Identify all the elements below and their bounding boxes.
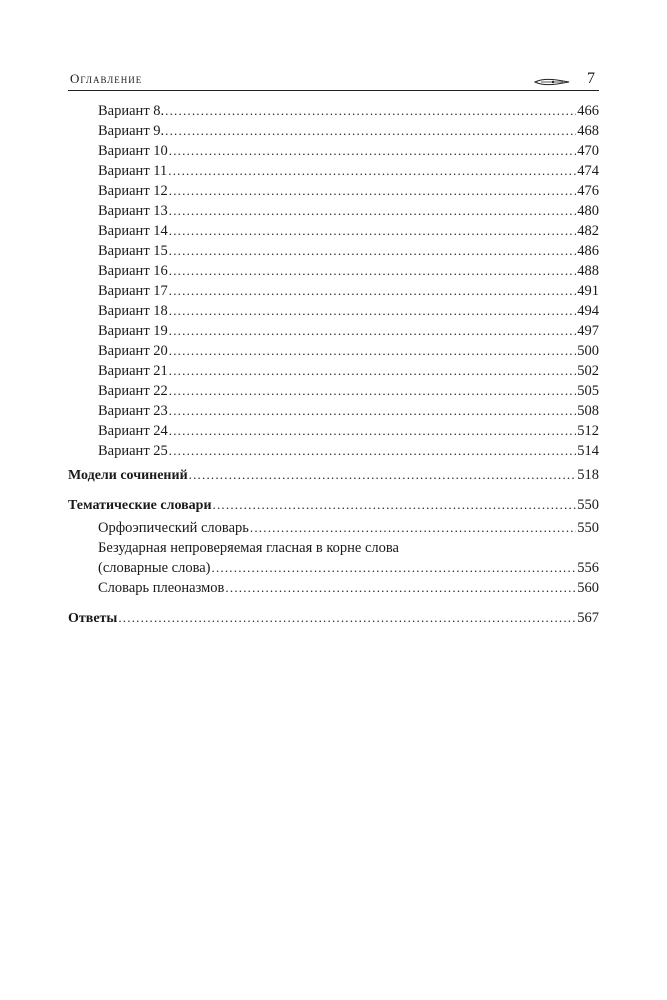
leader-dots xyxy=(169,301,576,321)
toc-entry-label: Вариант 17 xyxy=(98,283,168,299)
toc-entry-page: 512 xyxy=(577,423,599,439)
pen-nib-icon xyxy=(533,74,573,84)
toc-entry-page: 488 xyxy=(577,263,599,279)
toc-entry-label: Вариант 20 xyxy=(98,343,168,359)
toc-entry-variant-19[interactable] xyxy=(68,321,599,341)
toc-entry-page: 505 xyxy=(577,383,599,399)
toc-entry-variant-23[interactable] xyxy=(68,401,599,421)
toc-entry-page: 550 xyxy=(577,520,599,536)
leader-dots xyxy=(169,221,576,241)
toc-entry-variant-11[interactable] xyxy=(68,161,599,181)
toc-entry-variant-21[interactable] xyxy=(68,361,599,381)
toc-entry-variant-22[interactable] xyxy=(68,381,599,401)
toc-entry-variant-9[interactable] xyxy=(68,121,599,141)
toc-entry-label: Вариант 15 xyxy=(98,243,168,259)
toc-entry-label: Словарь плеоназмов xyxy=(98,580,225,596)
leader-dots xyxy=(250,518,576,538)
toc-entry-label: Вариант 18 xyxy=(98,303,168,319)
toc-entry-page: 470 xyxy=(577,143,599,159)
leader-dots xyxy=(169,261,576,281)
toc-entry-label: Вариант 12 xyxy=(98,183,168,199)
toc-entry-label: Орфоэпический словарь xyxy=(98,520,249,536)
toc-entry-page: 508 xyxy=(577,403,599,419)
toc-entry-label: Вариант 10 xyxy=(98,143,168,159)
leader-dots xyxy=(189,465,577,485)
leader-dots xyxy=(169,321,576,341)
leader-dots xyxy=(169,381,576,401)
toc-entry-page: 502 xyxy=(577,363,599,379)
leader-dots xyxy=(169,201,576,221)
toc-entry-page: 514 xyxy=(577,443,599,459)
table-of-contents xyxy=(68,101,599,628)
leader-dots xyxy=(169,441,576,461)
toc-entry-label: Вариант 9. xyxy=(98,123,165,139)
toc-entry-page: 497 xyxy=(577,323,599,339)
toc-entry-label: Вариант 8. xyxy=(98,103,165,119)
toc-entry-unstressed-vowel[interactable] xyxy=(68,558,599,578)
toc-entry-variant-15[interactable] xyxy=(68,241,599,261)
toc-entry-label: Вариант 11 xyxy=(98,163,168,179)
leader-dots xyxy=(169,421,576,441)
toc-entry-label: Безударная непроверяемая гласная в корне слова xyxy=(98,540,399,556)
page-number: 7 xyxy=(587,70,595,87)
leader-dots xyxy=(169,361,576,381)
toc-section-dictionaries[interactable] xyxy=(68,495,599,515)
toc-entry-variant-13[interactable] xyxy=(68,201,599,221)
leader-dots xyxy=(169,241,576,261)
toc-entry-page: 476 xyxy=(577,183,599,199)
leader-dots xyxy=(169,141,576,161)
toc-entry-page: 494 xyxy=(577,303,599,319)
toc-section-answers[interactable] xyxy=(68,608,599,628)
toc-entry-label: Вариант 22 xyxy=(98,383,168,399)
leader-dots xyxy=(213,495,577,515)
header-title: Оглавление xyxy=(70,71,143,86)
toc-entry-page: 500 xyxy=(577,343,599,359)
leader-dots xyxy=(165,101,576,121)
toc-entry-variant-24[interactable] xyxy=(68,421,599,441)
toc-section-models[interactable] xyxy=(68,465,599,485)
toc-entry-page: 482 xyxy=(577,223,599,239)
leader-dots xyxy=(212,558,577,578)
toc-entry-page: 474 xyxy=(577,163,599,179)
toc-section-label: Ответы xyxy=(68,611,118,626)
toc-section-page: 567 xyxy=(577,610,599,626)
toc-entry-page: 556 xyxy=(577,560,599,576)
toc-entry-page: 560 xyxy=(577,580,599,596)
toc-entry-page: 480 xyxy=(577,203,599,219)
toc-entry-page: 468 xyxy=(577,123,599,139)
toc-section-label: Модели сочинений xyxy=(68,468,188,483)
toc-entry-page: 466 xyxy=(577,103,599,119)
toc-entry-variant-16[interactable] xyxy=(68,261,599,281)
leader-dots xyxy=(169,181,576,201)
toc-section-page: 518 xyxy=(577,467,599,483)
toc-entry-label: Вариант 14 xyxy=(98,223,168,239)
toc-entry-label: Вариант 16 xyxy=(98,263,168,279)
toc-section-label: Тематические словари xyxy=(68,498,212,513)
toc-entry-unstressed-vowel-line1[interactable] xyxy=(68,538,599,558)
leader-dots xyxy=(165,121,576,141)
toc-entry-label: (словарные слова) xyxy=(98,560,211,576)
toc-entry-variant-8[interactable] xyxy=(68,101,599,121)
toc-entry-label: Вариант 25 xyxy=(98,443,168,459)
leader-dots xyxy=(225,578,576,598)
toc-entry-label: Вариант 23 xyxy=(98,403,168,419)
toc-entry-variant-25[interactable] xyxy=(68,441,599,461)
toc-entry-variant-14[interactable] xyxy=(68,221,599,241)
toc-entry-page: 491 xyxy=(577,283,599,299)
toc-entry-label: Вариант 13 xyxy=(98,203,168,219)
leader-dots xyxy=(169,401,576,421)
toc-section-page: 550 xyxy=(577,497,599,513)
toc-entry-label: Вариант 24 xyxy=(98,423,168,439)
running-header xyxy=(68,68,599,91)
toc-entry-page: 486 xyxy=(577,243,599,259)
leader-dots xyxy=(118,608,576,628)
toc-entry-variant-20[interactable] xyxy=(68,341,599,361)
leader-dots xyxy=(168,161,576,181)
toc-entry-variant-10[interactable] xyxy=(68,141,599,161)
toc-entry-variant-12[interactable] xyxy=(68,181,599,201)
toc-entry-variant-17[interactable] xyxy=(68,281,599,301)
toc-entry-pleonasm-dictionary[interactable] xyxy=(68,578,599,598)
toc-entry-label: Вариант 19 xyxy=(98,323,168,339)
leader-dots xyxy=(169,341,576,361)
toc-entry-label: Вариант 21 xyxy=(98,363,168,379)
toc-entry-orthoepic-dictionary[interactable] xyxy=(68,518,599,538)
leader-dots xyxy=(169,281,576,301)
toc-entry-variant-18[interactable] xyxy=(68,301,599,321)
